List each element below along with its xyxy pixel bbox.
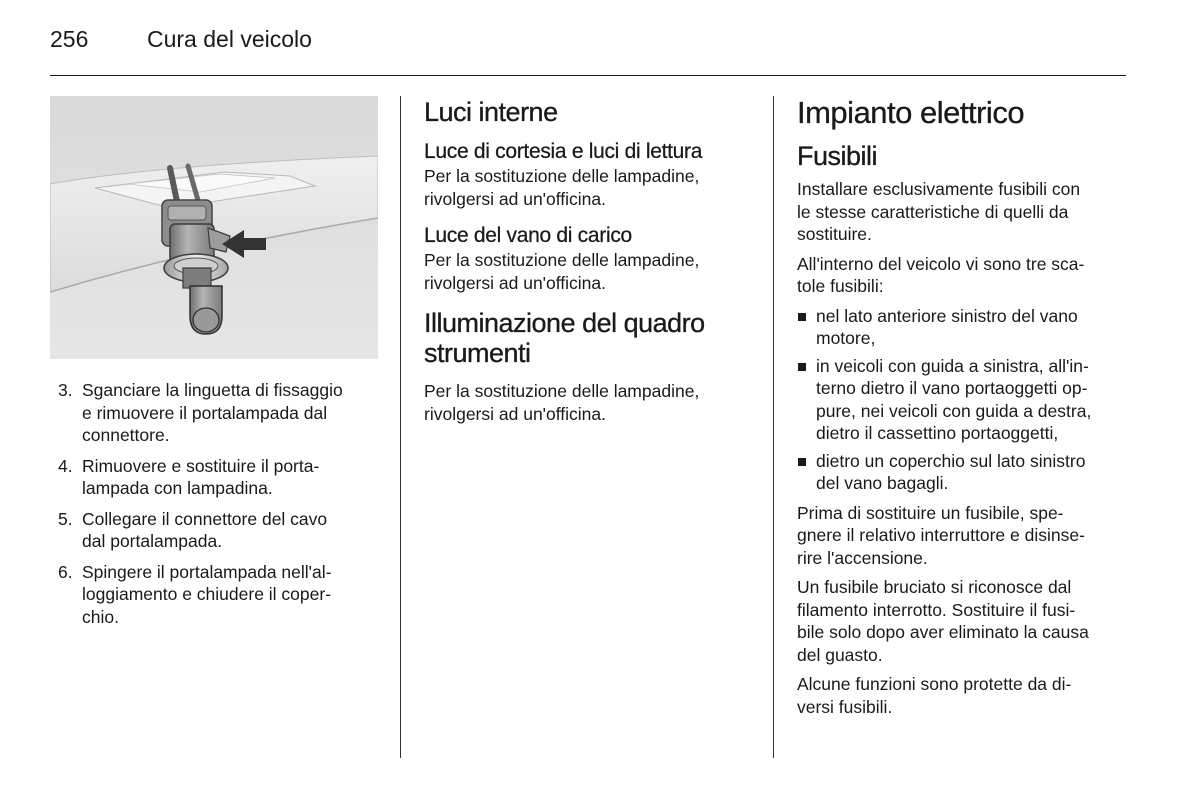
heading-fusibili: Fusibili [797, 141, 878, 171]
list-item: 5. Collegare il connettore del cavo dal portalampada. [58, 508, 328, 551]
list-item: nel lato anteriore sinistro del vano motore, [797, 305, 1133, 350]
column-divider-2 [773, 96, 774, 758]
column-1 [50, 96, 380, 636]
list-item: 3. Sganciare la linguetta di fissaggio e rimuovere il portalampada dal connettore. [58, 380, 343, 445]
procedure-steps [50, 379, 380, 628]
paragraph: Prima di sostituire un fusibile, spe‐ gnere il relativo interruttore e disinse‐ rire l'accensione. [797, 502, 1085, 568]
paragraph: Per la sostituzione delle lampadine, rivolgersi ad un'officina. [424, 250, 700, 293]
list-item: 4. Rimuovere e sostituire il porta‐ lampada con lampadina. [58, 455, 320, 498]
bullet-square-icon [798, 458, 806, 466]
bullet-square-icon [798, 313, 806, 321]
list-item: dietro un coperchio sul lato sinistro del vano bagagli. [797, 450, 1133, 495]
heading-impianto-elettrico: Impianto elettrico [797, 95, 1025, 130]
step-number: 3. [58, 380, 73, 400]
column-3 [797, 96, 1133, 725]
bulb-holder-illustration-icon [50, 96, 378, 359]
page-number: 256 [50, 26, 89, 52]
fuse-box-locations [797, 305, 1133, 495]
list-item: 6. Spingere il portalampada nell'al‐ loggiamento e chiudere il coper‐ chio. [58, 561, 332, 627]
step-number: 4. [58, 455, 73, 476]
heading-luci-interne: Luci interne [424, 97, 558, 127]
paragraph: All'interno del veicolo vi sono tre sca‐ tole fusibili: [797, 253, 1085, 296]
header-title: Cura del veicolo [147, 26, 312, 52]
paragraph: Installare esclusivamente fusibili con le stesse caratteristiche di quelli da sostituire. [797, 179, 1081, 244]
header-rule [50, 75, 1126, 76]
subheading-luce-cortesia: Luce di cortesia e luci di lettura [424, 140, 703, 163]
subheading-luce-vano-carico: Luce del vano di carico [424, 224, 632, 247]
column-divider-1 [400, 96, 401, 758]
paragraph: Alcune funzioni sono protette da di‐ versi fusibili. [797, 674, 1072, 717]
step-number: 5. [58, 508, 73, 529]
paragraph: Un fusibile bruciato si riconosce dal filamento interrotto. Sostituire il fusi‐ bile solo dopo aver eliminato la causa del guasto. [797, 577, 1089, 665]
bullet-square-icon [798, 363, 806, 371]
heading-illuminazione-quadro: Illuminazione del quadro strumenti [424, 308, 705, 368]
paragraph: Per la sostituzione delle lampadine, rivolgersi ad un'officina. [424, 381, 700, 424]
list-item: in veicoli con guida a sinistra, all'in‐ terno dietro il vano portaoggetti op‐ pure, nei veicoli con guida a destra, dietro il cassettino portaoggetti, [797, 355, 1133, 445]
column-2 [424, 96, 754, 439]
step-number: 6. [58, 561, 73, 582]
paragraph: Per la sostituzione delle lampadine, rivolgersi ad un'officina. [424, 166, 700, 209]
